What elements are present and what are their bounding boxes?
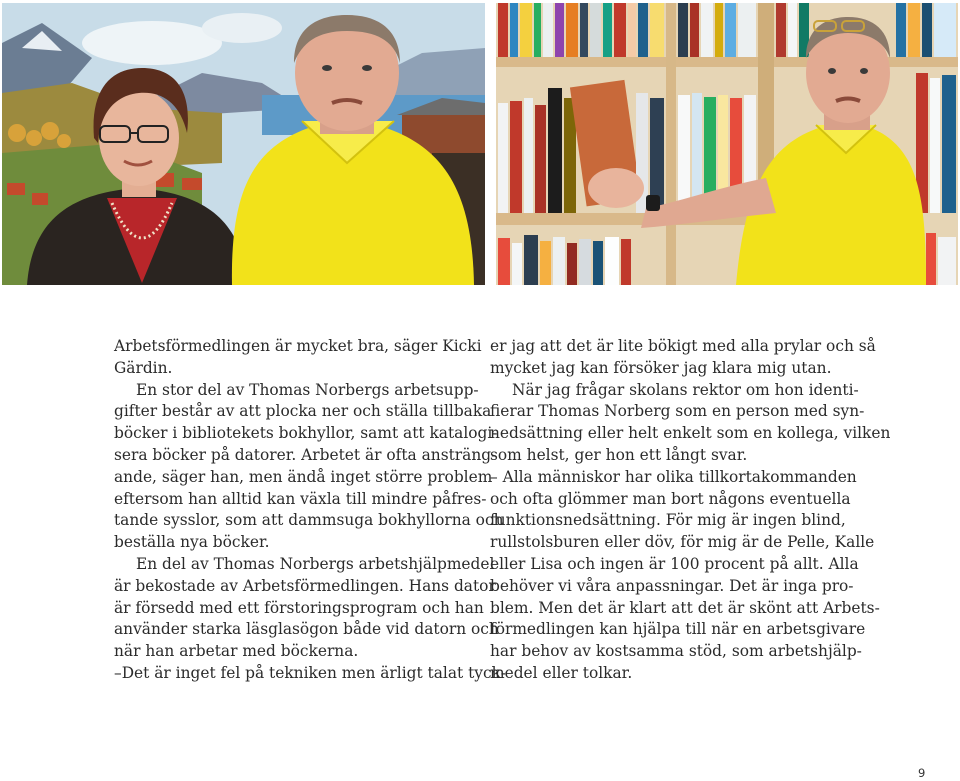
article-column-right [490,336,891,685]
text-line: –Det är inget fel på tekniken men ärligt talat tyck- [114,663,506,682]
text-line: böcker i bibliotekets bokhyllor, samt att katalogi- [114,424,498,443]
text-line: – Alla människor har olika tillkortakommanden [490,467,857,486]
photo-thomas-at-bookshelf [496,3,958,285]
text-line: förmedlingen kan hjälpa till när en arbetsgivare [490,620,866,639]
text-line: är bekostade av Arbetsförmedlingen. Hans dator [114,576,496,595]
text-line: nedsättning eller helt enkelt som en kollega, vilken [490,424,891,443]
text-line: när han arbetar med böckerna. [114,642,359,661]
text-line: ande, säger han, men ändå inget större problem [114,467,493,486]
page-number: 9 [918,766,926,780]
text-line: har behov av kostsamma stöd, som arbetshjälp- [490,642,862,661]
article-column-left [114,336,506,685]
text-line: fierar Thomas Norberg som en person med syn- [490,402,865,421]
text-line: När jag frågar skolans rektor om hon identi- [512,380,859,399]
text-line: er jag att det är lite bökigt med alla prylar och så [490,337,876,355]
text-line: eftersom han alltid kan växla till mindre påfres- [114,489,487,508]
photo-kicki-and-thomas [2,3,485,285]
text-line: Arbetsförmedlingen är mycket bra, säger Kicki [114,337,482,355]
text-line: Gärdin. [114,358,173,377]
photo-right-illustration [496,3,958,285]
text-line: mycket jag kan försöker jag klara mig utan. [490,358,832,377]
text-line: funktionsnedsättning. För mig är ingen blind, [490,511,846,530]
text-line: är försedd med ett förstoringsprogram och han [114,598,484,617]
photo-left-illustration [2,3,485,285]
text-line: En del av Thomas Norbergs arbetshjälpmedel [136,554,495,573]
text-line: eller Lisa och ingen är 100 procent på allt. Alla [490,554,859,573]
text-line: och ofta glömmer man bort någons eventuella [490,489,851,508]
text-line: behöver vi våra anpassningar. Det är inga pro- [490,576,854,595]
text-line: som helst, ger hon ett långt svar. [490,445,748,464]
text-line: beställa nya böcker. [114,533,270,552]
text-line: rullstolsburen eller döv, för mig är de Pelle, Kalle [490,533,875,552]
text-line: blem. Men det är klart att det är skönt att Arbets- [490,598,880,617]
text-line: gifter består av att plocka ner och ställa tillbaka [114,402,492,421]
text-line: medel eller tolkar. [490,663,633,682]
text-line: En stor del av Thomas Norbergs arbetsupp- [136,380,479,399]
text-line: tande sysslor, som att dammsuga bokhyllorna och [114,511,504,530]
text-line: sera böcker på datorer. Arbetet är ofta ansträng- [114,445,497,464]
text-line: använder starka läsglasögon både vid datorn och [114,620,499,639]
